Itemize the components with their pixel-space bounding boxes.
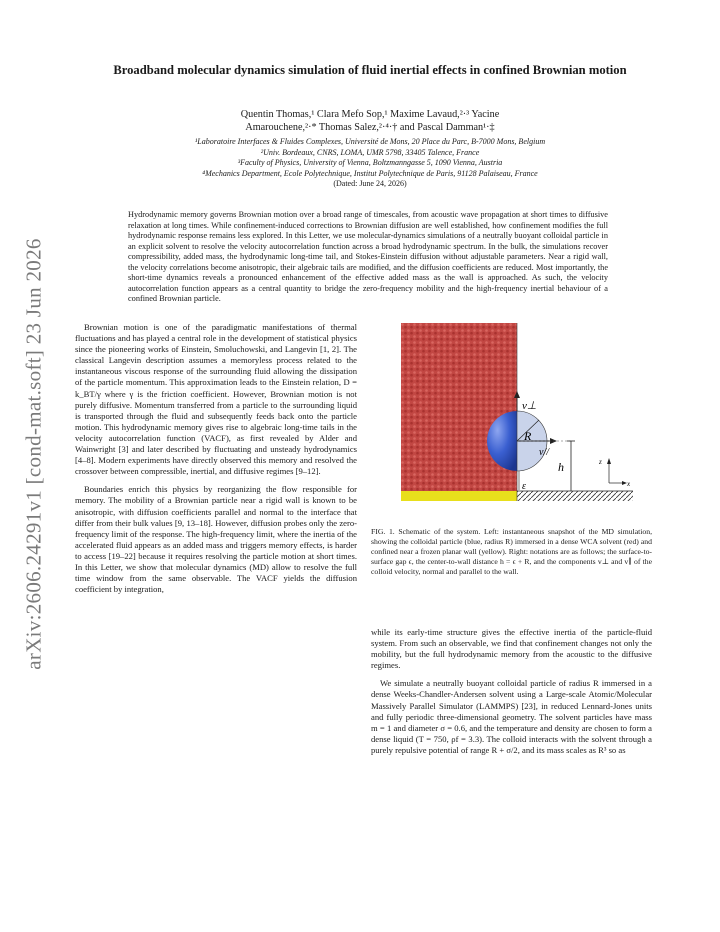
paragraph: Brownian motion is one of the paradigmatic manifestations of thermal fluctuations and has played a central role in the development of statistical physics since the pioneering works of Einstein, Smoluchowski, and Langevin [1, 2]. The classical Langevin description assumes a memoryless process related to the instantaneous viscous response of the surrounding fluid allowing the dissipation of the particle momentum. This approximation leads to the Einstein relation, D = k_BT/γ where γ is the friction coefficient. However, Brownian motion is not purely diffusive. Momentum transferred from a particle to the surrounding liquid is transported through the fluid and subsequently feeds back onto the particle motion. This hydrodynamic memory gives rise to algebraic long-time tails in the velocity autocorrelation function (VACF), as first revealed by Alder and Wainwright [3] and later described by fluctuating and unsteady hydrodynamics [4–8]. Modern experiments have directly observed this memory and resolved the crossover between compressible, inertial, and diffusive regimes [9–12].: [75, 322, 357, 477]
figure-1: [401, 323, 633, 503]
x-axis-label: x: [627, 480, 631, 488]
author-line-2: Amarouchene,²·* Thomas Salez,²·⁴·† and Pascal Damman¹·‡: [245, 122, 495, 133]
paper-title: Broadband molecular dynamics simulation of fluid inertial effects in confined Brownian motion: [113, 63, 627, 77]
epsilon-label: ε: [522, 481, 526, 492]
paragraph: while its early-time structure gives the effective inertia of the particle-fluid system. From such an observable, we find that confinement changes not only the mobility, but the full hydrodynamic memory from the acoustic to the diffusive regimes.: [371, 627, 652, 671]
affiliation-3: ³Faculty of Physics, University of Vienna, Boltzmanngasse 5, 1090 Vienna, Austria: [237, 158, 503, 168]
v-parallel-label: v//: [539, 447, 549, 458]
arxiv-sidebar: [14, 236, 54, 672]
date-line: (Dated: June 24, 2026): [333, 179, 407, 189]
wall-left: [401, 491, 517, 501]
wall-right: [517, 491, 633, 501]
arxiv-identifier: arXiv:2606.24291v1 [cond-mat.soft] 23 Jun 2026: [21, 238, 46, 670]
affiliation-2: ²Univ. Bordeaux, CNRS, LOMA, UMR 5798, 33405 Talence, France: [260, 147, 480, 157]
author-list: [110, 108, 630, 134]
author-line-1: Quentin Thomas,¹ Clara Mefo Sop,¹ Maxime Lavaud,²·³ Yacine: [240, 109, 500, 120]
system-schematic: [401, 323, 633, 503]
left-column: [75, 322, 357, 595]
z-axis-label: z: [599, 458, 602, 466]
right-column: [371, 627, 652, 756]
affiliations: [70, 137, 670, 190]
paragraph: Boundaries enrich this physics by reorganizing the flow responsible for memory. The mobility of a Brownian particle near a rigid wall is known to be anisotropic, with diffusion coefficients parallel and normal to the interface that differ from their bulk values [9, 13–18]. However, diffusion probes only the zero-frequency limit of the response. The high-frequency limit, where the inertia of the accelerated fluid appears as an added mass and triggers memory effects, is harder to access [19–22] because it requires resolving the particle motion at short times. In this Letter, we show that molecular dynamics (MD) allow to resolve the full time window from the same observable. The VACF yields the diffusion coefficient by integration,: [75, 484, 357, 595]
radius-label: R: [524, 429, 532, 443]
paragraph: We simulate a neutrally buoyant colloidal particle of radius R immersed in a dense Weeks-Chandler-Andersen solvent using a Large-scale Atomic/Molecular Massively Parallel Simulator (LAMMPS) [23], in reduced Lennard-Jones units and fully periodic three-dimensional geometry. The solvent particles have mass m = 1 and diameter σ = 0.6, and the temperature and density are chosen to form a dense liquid (T = 750, ρf = 3.3). The colloid interacts with the solvent through a purely repulsive potential of range R + σ/2, and its mass scales as R³ so as: [371, 678, 652, 755]
abstract: Hydrodynamic memory governs Brownian motion over a broad range of timescales, from acoustic wave propagation at short times to diffusive relaxation at long times. While confinement-induced corrections to Brownian diffusion are well established, how confinement modifies the full hydrodynamic response remains less explored. In this Letter, we use molecular-dynamics simulations of a neutrally buoyant colloidal particle in an explicit solvent to resolve the velocity autocorrelation function across a broad hydrodynamic spectrum. In the bulk, the simulations recover compressibility, added mass, the hydrodynamic long-time tail, and Stokes-Einstein diffusion without adjustable parameters. Near a rigid wall, the velocity correlations become anisotropic, their algebraic tails are modified, and the diffusion coefficients are reduced. Most importantly, the short-time dynamics reveals a pronounced enhancement of the effective added mass as the wall is approached. As such, the velocity autocorrelation function appears as a central quantity to bridge the zero-frequency mobility and the high-frequency inertial behaviour of a confined Brownian particle.: [128, 210, 608, 303]
solvent-region: [401, 323, 517, 491]
h-label: h: [558, 460, 564, 474]
affiliation-1: ¹Laboratoire Interfaces & Fluides Complexes, Université de Mons, 20 Place du Parc, B-7000 Mons, Belgium: [194, 137, 546, 146]
affiliation-4: ⁴Mechanics Department, Ecole Polytechnique, Institut Polytechnique de Paris, 91128 Palaiseau, France: [202, 168, 538, 178]
v-perp-label: v⊥: [522, 400, 537, 412]
figure-caption: FIG. 1. Schematic of the system. Left: instantaneous snapshot of the MD simulation, showing the colloidal particle (blue, radius R) immersed in a dense WCA solvent (red) and confined near a frozen planar wall (yellow). Right: notations are as follows; the surface-to-surface gap ϵ, the center-to-wall distance h = ϵ + R, and the components v⊥ and v∥ of the colloid velocity, normal and parallel to the wall.: [371, 527, 652, 576]
